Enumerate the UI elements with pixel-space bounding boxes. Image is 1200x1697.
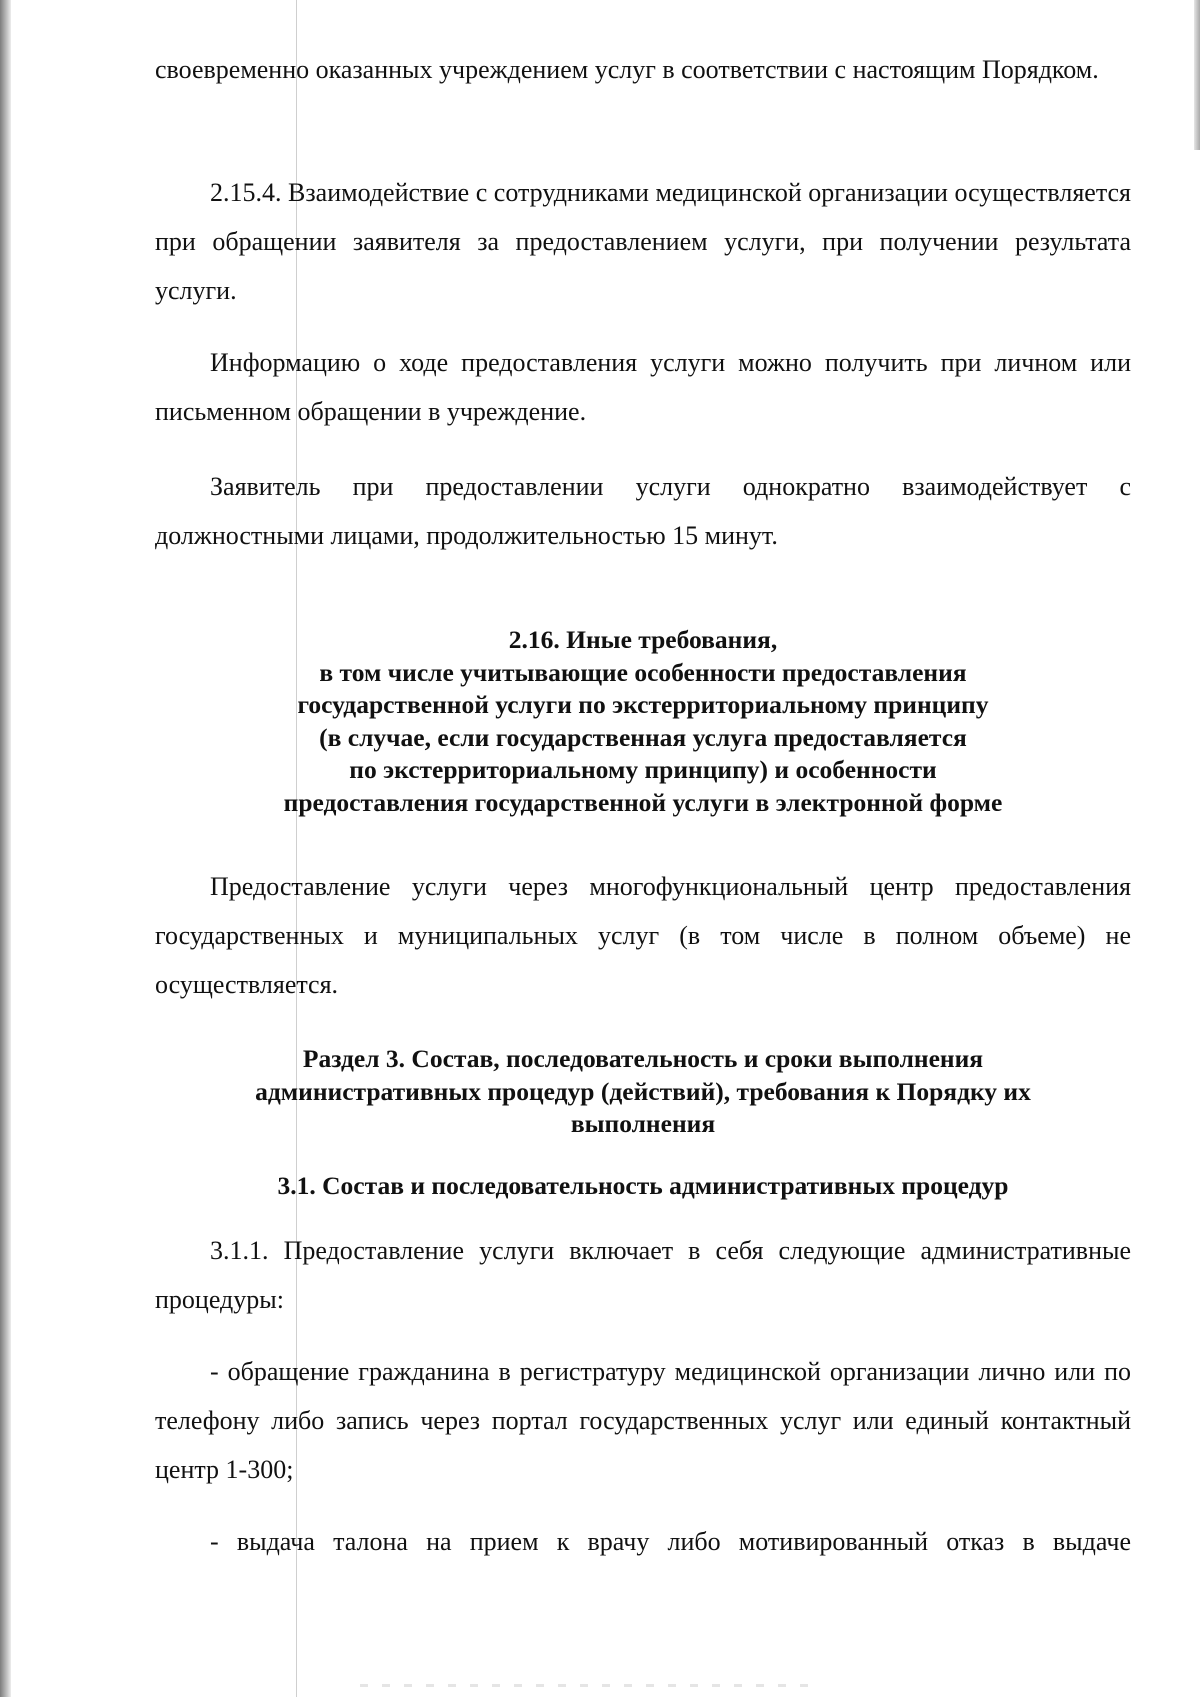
paragraph-3-1-1: 3.1.1. Предоставление услуги включает в себя следующие административные процедуры:: [155, 1236, 1131, 1314]
paragraph-continuation: своевременно оказанных учреждением услуг в соответствии с настоящим Порядком.: [155, 55, 1099, 84]
paragraph-list-item-ticket: - выдача талона на прием к врачу либо мотивированный отказ в выдаче: [210, 1527, 1131, 1556]
scan-right-edge: [1194, 0, 1200, 150]
paragraph-2-15-4: 2.15.4. Взаимодействие с сотрудниками медицинской организации осуществляется при обращении заявителя за предоставлением услуги, при получении результата услуги.: [155, 178, 1131, 305]
heading-line: по экстерриториальному принципу) и особенности: [349, 755, 937, 784]
heading-2-16: [155, 624, 1131, 819]
heading-line: административных процедур (действий), требования к Порядку их: [255, 1076, 1031, 1106]
heading-line: (в случае, если государственная услуга предоставляется: [319, 722, 967, 752]
heading-line: государственной услуги по экстерриториальному принципу: [297, 690, 989, 719]
paragraph-applicant-interaction: Заявитель при предоставлении услуги однократно взаимодействует с должностными лицами, продолжительностью 15 минут.: [155, 472, 1131, 550]
scan-left-edge: [0, 0, 11, 1697]
scan-footer-smudge: [360, 1684, 820, 1687]
heading-line: Раздел 3. Состав, последовательность и сроки выполнения: [302, 1044, 984, 1073]
heading-line: в том числе учитывающие особенности предоставления: [319, 657, 967, 687]
heading-line: 3.1. Состав и последовательность административных процедур: [277, 1171, 1009, 1200]
paragraph-info-progress: Информацию о ходе предоставления услуги можно получить при личном или письменном обращении в учреждение.: [155, 348, 1131, 426]
heading-line: 2.16. Иные требования,: [508, 625, 778, 654]
heading-line: предоставления государственной услуги в электронной форме: [283, 787, 1003, 817]
paragraph-list-item-registration: - обращение гражданина в регистратуру медицинской организации лично или по телефону либо запись через портал государственных услуг или единый контактный центр 1-300;: [155, 1357, 1131, 1484]
heading-line: выполнения: [570, 1109, 716, 1138]
heading-3-1: [155, 1170, 1131, 1203]
heading-section-3: [155, 1043, 1131, 1141]
paragraph-mfc: Предоставление услуги через многофункциональный центр предоставления государственных и муниципальных услуг (в том числе в полном объеме) не осуществляется.: [155, 872, 1131, 999]
